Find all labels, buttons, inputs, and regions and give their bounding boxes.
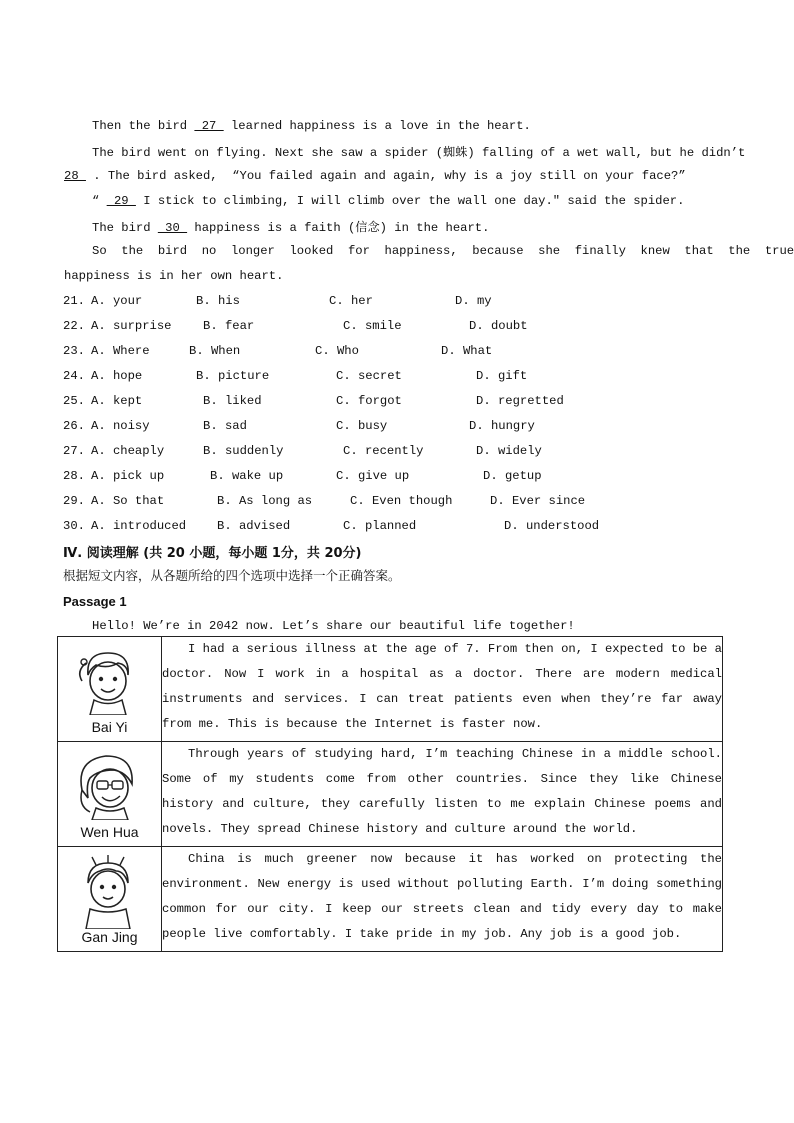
option-d[interactable]: D. Ever since	[490, 494, 586, 508]
cloze-line-28	[64, 169, 686, 183]
text-segment: . The bird asked, “You failed again and again, why is a joy still on your face?”	[85, 169, 686, 183]
option-a[interactable]: A. noisy	[91, 419, 150, 433]
person-name: Bai Yi	[91, 719, 128, 735]
person-statement: Through years of studying hard, I’m teaching Chinese in a middle school. Some of my students come from other countries. Since they like Chinese history and culture, they carefully listen to me explain Chinese poems and novels. They spread Chinese history and culture around the world.	[162, 742, 723, 847]
option-row-21	[63, 294, 623, 310]
option-a[interactable]: A. kept	[91, 394, 143, 408]
cloze-line-conclusion-2: happiness is in her own heart.	[64, 269, 284, 283]
people-table	[57, 636, 723, 952]
option-a[interactable]: A. So that	[91, 494, 165, 508]
option-c[interactable]: C. smile	[343, 319, 402, 333]
option-b[interactable]: B. liked	[203, 394, 262, 408]
option-a[interactable]: A. Where	[91, 344, 150, 358]
table-row	[58, 847, 723, 952]
option-c[interactable]: C. secret	[336, 369, 402, 383]
person-name: Wen Hua	[80, 824, 139, 840]
option-a[interactable]: A. your	[91, 294, 143, 308]
section-heading: Ⅳ. 阅读理解 (共 20 小题，每小题 1分，共 20分)	[63, 546, 362, 561]
text-segment: I stick to climbing, I will climb over the wall one day.″ said the spider.	[135, 194, 685, 208]
option-d[interactable]: D. doubt	[469, 319, 528, 333]
option-row-24	[63, 369, 623, 385]
boy-portrait-icon	[68, 855, 148, 929]
question-number: 25.	[63, 394, 85, 408]
option-c[interactable]: C. forgot	[336, 394, 402, 408]
portrait-cell	[58, 847, 162, 952]
question-number: 22.	[63, 319, 85, 333]
blank-28: 28	[64, 169, 86, 183]
cloze-line-spider: The bird went on flying. Next she saw a spider (蜘蛛) falling of a wet wall, but he didn’t	[92, 146, 746, 160]
portrait-cell	[58, 637, 162, 742]
option-c[interactable]: C. her	[329, 294, 373, 308]
table-row	[58, 637, 723, 742]
option-row-28	[63, 469, 623, 485]
cloze-line-30	[92, 218, 489, 235]
option-b[interactable]: B. fear	[203, 319, 255, 333]
option-b[interactable]: B. his	[196, 294, 240, 308]
option-row-23	[63, 344, 623, 360]
option-c[interactable]: C. Who	[315, 344, 359, 358]
option-b[interactable]: B. As long as	[217, 494, 313, 508]
text-segment: Then the bird	[92, 119, 195, 133]
table-row	[58, 742, 723, 847]
option-row-26	[63, 419, 623, 435]
text-segment: “	[92, 194, 107, 208]
cloze-line-conclusion: So the bird no longer looked for happiness, because she finally knew that the true	[92, 244, 794, 258]
question-number: 24.	[63, 369, 85, 383]
option-row-22	[63, 319, 623, 335]
portrait-cell	[58, 742, 162, 847]
option-d[interactable]: D. my	[455, 294, 492, 308]
person-name: Gan Jing	[81, 929, 138, 945]
question-number: 29.	[63, 494, 85, 508]
text-segment: The bird	[92, 221, 158, 235]
option-a[interactable]: A. introduced	[91, 519, 187, 533]
option-row-30	[63, 519, 623, 535]
option-a[interactable]: A. hope	[91, 369, 143, 383]
option-c[interactable]: C. busy	[336, 419, 388, 433]
person-statement: I had a serious illness at the age of 7. From then on, I expected to be a doctor. Now I work in a hospital as a doctor. There are modern medical instruments and services. I can treat patients even when they’re far away from me. This is because the Internet is faster now.	[162, 637, 723, 742]
option-b[interactable]: B. When	[189, 344, 241, 358]
option-b[interactable]: B. advised	[217, 519, 291, 533]
girl-portrait-icon	[68, 645, 148, 715]
option-d[interactable]: D. getup	[483, 469, 542, 483]
option-d[interactable]: D. understood	[504, 519, 600, 533]
option-a[interactable]: A. pick up	[91, 469, 165, 483]
section-instruction: 根据短文内容，从各题所给的四个选项中选择一个正确答案。	[63, 568, 401, 583]
blank-29: 29	[106, 194, 136, 208]
option-b[interactable]: B. picture	[196, 369, 270, 383]
option-d[interactable]: D. hungry	[469, 419, 535, 433]
option-b[interactable]: B. sad	[203, 419, 247, 433]
option-c[interactable]: C. Even though	[350, 494, 453, 508]
option-a[interactable]: A. cheaply	[91, 444, 165, 458]
passage-intro: Hello! We’re in 2042 now. Let’s share our beautiful life together!	[92, 619, 575, 633]
option-d[interactable]: D. What	[441, 344, 493, 358]
text-segment: happiness is a faith (信念) in the heart.	[187, 221, 490, 235]
option-row-29	[63, 494, 623, 510]
question-number: 30.	[63, 519, 85, 533]
option-d[interactable]: D. regretted	[476, 394, 564, 408]
option-d[interactable]: D. gift	[476, 369, 528, 383]
person-statement: China is much greener now because it has worked on protecting the environment. New energy is used without polluting Earth. I’m doing something common for our city. I keep our streets clean and tidy every day to make people live comfortably. I take pride in my job. Any job is a good job.	[162, 847, 723, 952]
question-number: 28.	[63, 469, 85, 483]
question-number: 23.	[63, 344, 85, 358]
question-number: 27.	[63, 444, 85, 458]
passage-title: Passage 1	[63, 594, 127, 609]
option-a[interactable]: A. surprise	[91, 319, 172, 333]
option-row-25	[63, 394, 623, 410]
option-c[interactable]: C. give up	[336, 469, 410, 483]
option-row-27	[63, 444, 623, 460]
question-number: 26.	[63, 419, 85, 433]
question-number: 21.	[63, 294, 85, 308]
option-d[interactable]: D. widely	[476, 444, 542, 458]
option-c[interactable]: C. recently	[343, 444, 424, 458]
blank-30: 30	[157, 221, 188, 235]
option-c[interactable]: C. planned	[343, 519, 417, 533]
option-b[interactable]: B. suddenly	[203, 444, 284, 458]
blank-27: 27	[194, 119, 224, 133]
girl-with-glasses-portrait-icon	[68, 750, 148, 820]
cloze-line-29	[92, 194, 684, 208]
text-segment: learned happiness is a love in the heart.	[223, 119, 531, 133]
cloze-line-27	[92, 119, 531, 133]
option-b[interactable]: B. wake up	[210, 469, 284, 483]
